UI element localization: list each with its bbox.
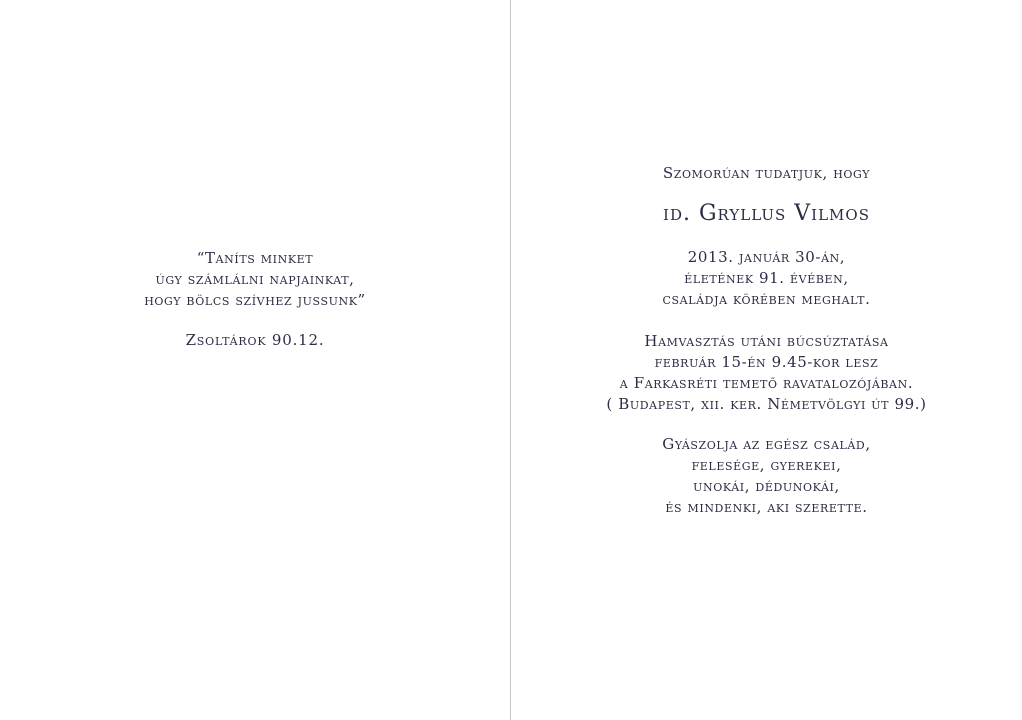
- quote-line: hogy bölcs szívhez jussunk”: [144, 291, 366, 309]
- death-line: 2013. január 30-án,: [687, 248, 846, 266]
- quote-line: úgy számlálni napjainkat,: [155, 270, 355, 288]
- mourner-line: és mindenki, aki szerette.: [665, 498, 868, 516]
- mourner-line: Gyászolja az egész család,: [662, 435, 871, 453]
- deceased-name: [511, 199, 1022, 229]
- deceased-name-text: id. Gryllus Vilmos: [663, 201, 870, 226]
- bible-quote: [0, 248, 510, 311]
- funeral-details: [511, 331, 1022, 415]
- funeral-line: február 15-én 9.45-kor lesz: [654, 353, 879, 371]
- funeral-line: ( Budapest, xii. ker. Németvölgyi út 99.): [606, 395, 927, 413]
- quote-source-text: Zsoltárok 90.12.: [185, 331, 325, 349]
- left-page: [0, 0, 510, 720]
- death-line: életének 91. évében,: [684, 269, 849, 287]
- intro-text: Szomorúan tudatjuk, hogy: [662, 164, 871, 182]
- announcement-intro: [511, 163, 1022, 184]
- quote-source: [0, 330, 510, 351]
- mourner-line: unokái, dédunokái,: [693, 477, 840, 495]
- quote-line: “Taníts minket: [196, 249, 314, 267]
- funeral-line: a Farkasréti temető ravatalozójában.: [619, 374, 914, 392]
- death-details: [511, 247, 1022, 310]
- death-line: családja körében meghalt.: [662, 290, 871, 308]
- right-page: [511, 0, 1022, 720]
- mourners-list: [511, 434, 1022, 518]
- mourner-line: felesége, gyerekei,: [691, 456, 842, 474]
- funeral-line: Hamvasztás utáni búcsúztatása: [644, 332, 889, 350]
